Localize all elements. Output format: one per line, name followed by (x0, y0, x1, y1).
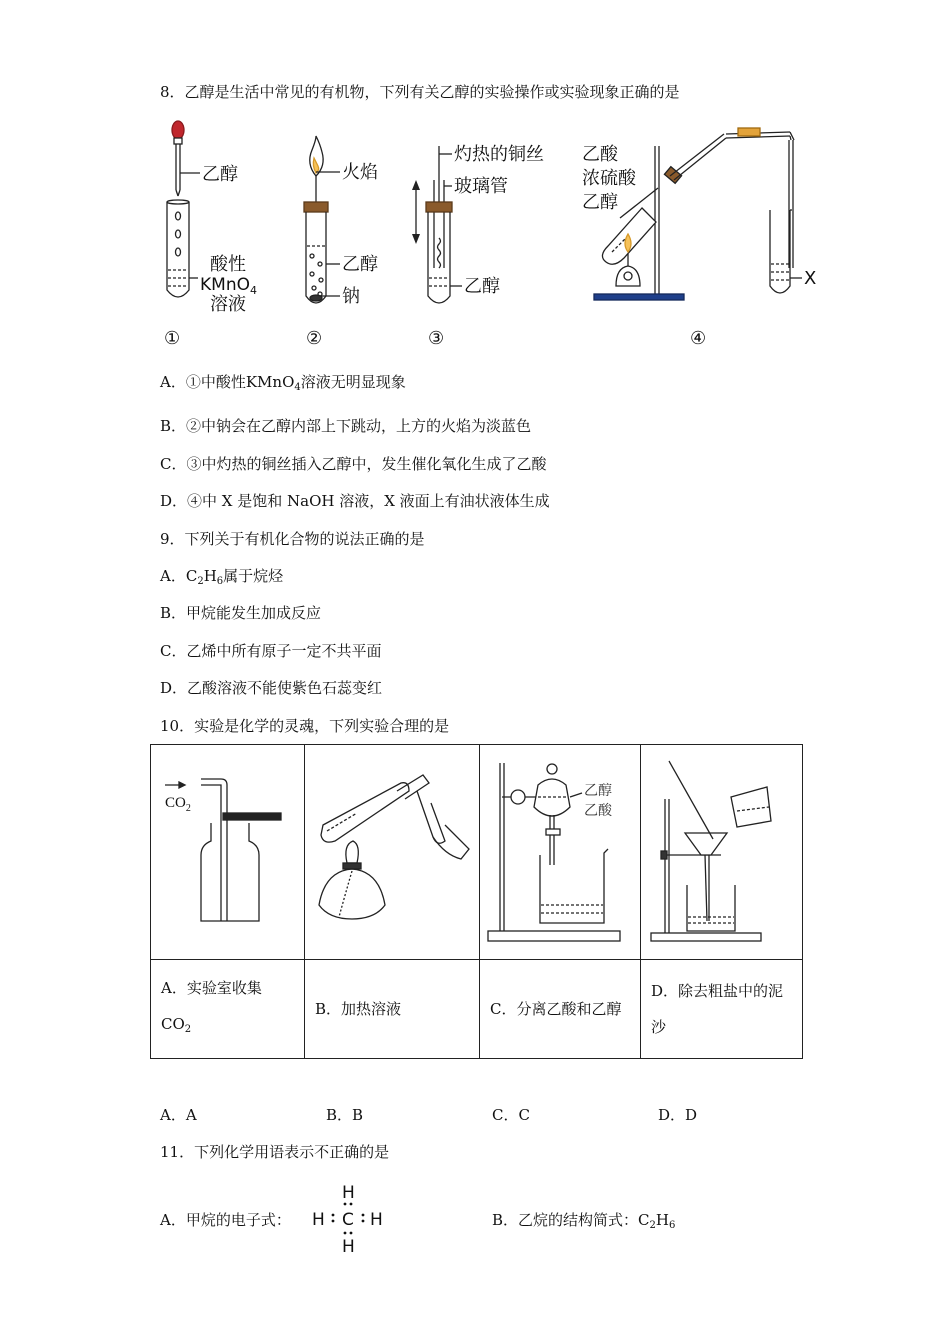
l1-ethanol: 乙醇 (202, 164, 238, 185)
q10-caption-d: D．除去粗盐中的泥沙 (641, 960, 803, 1059)
l4-acetic: 乙酸 (582, 144, 618, 165)
l3-copper: 灼热的铜丝 (454, 144, 544, 165)
q10-table (150, 744, 803, 1059)
svg-text:H: H (370, 1210, 383, 1230)
apparatus-2 (304, 136, 340, 303)
svg-text:H: H (342, 1237, 355, 1256)
l1-acidic: 酸性 (210, 254, 246, 275)
q10-cell-d-figure (641, 745, 803, 960)
figC-ethanol: 乙醇 (584, 783, 612, 799)
l3-glass: 玻璃管 (454, 176, 508, 197)
q10-cell-a-figure (151, 745, 305, 960)
l4-sulfuric: 浓硫酸 (582, 168, 636, 189)
apparatus-3 (416, 146, 462, 303)
figA-co2: $CO_2$ (165, 795, 191, 814)
q11-stem: 11．下列化学用语表示不正确的是 (160, 1143, 390, 1161)
l2-sodium: 钠 (342, 286, 360, 307)
l2-flame: 火焰 (342, 162, 378, 183)
n2: ② (306, 328, 323, 349)
q8-option-b: B．②中钠会在乙醇内部上下跳动，上方的火焰为淡蓝色 (160, 417, 532, 435)
q10-choice-a: A．A (160, 1106, 197, 1124)
q11-option-b: B．乙烷的结构简式：$C_2H_6$ (492, 1211, 676, 1231)
q9-option-a: A．$C_2H_6$属于烷烃 (160, 567, 284, 587)
svg-text:H: H (312, 1210, 325, 1230)
n4: ④ (690, 328, 707, 349)
l4-x: X (804, 268, 817, 289)
q9-option-b: B．甲烷能发生加成反应 (160, 604, 322, 622)
apparatus-1 (167, 121, 200, 297)
q11-option-a: A．甲烷的电子式： (160, 1211, 291, 1229)
svg-text:C: C (342, 1210, 354, 1230)
l1-solution: 溶液 (210, 294, 246, 315)
l2-ethanol: 乙醇 (342, 254, 378, 275)
q10-caption-b: B．加热溶液 (305, 960, 480, 1059)
q10-choice-d: D．D (658, 1106, 698, 1124)
figC-acetic: 乙酸 (584, 803, 612, 819)
l1-kmno4: KMnO$_4$ (200, 275, 257, 297)
q9-option-d: D．乙酸溶液不能使紫色石蕊变红 (160, 679, 383, 697)
l4-ethanol: 乙醇 (582, 192, 618, 213)
l3-ethanol: 乙醇 (464, 276, 500, 297)
q8-option-d: D．④中 X 是饱和 NaOH 溶液，X 液面上有油状液体生成 (160, 492, 550, 510)
q10-stem: 10．实验是化学的灵魂，下列实验合理的是 (160, 717, 450, 735)
svg-text:H: H (342, 1183, 355, 1203)
q8-option-c: C．③中灼热的铜丝插入乙醇中，发生催化氧化生成了乙酸 (160, 455, 547, 473)
q8-option-a: A．①中酸性KMnO$_4$溶液无明显现象 (160, 373, 406, 393)
q10-cell-c-figure (480, 745, 641, 960)
q10-caption-a: A．实验室收集 $CO_2$ (151, 960, 305, 1059)
n1: ① (164, 328, 181, 349)
n3: ③ (428, 328, 445, 349)
methane-electron-formula (306, 1180, 392, 1256)
q9-stem: 9．下列关于有机化合物的说法正确的是 (160, 530, 425, 548)
q10-cell-b-figure (305, 745, 480, 960)
apparatus-4 (594, 128, 802, 300)
q8-figure (150, 118, 850, 350)
q10-choice-c: C．C (492, 1106, 530, 1124)
q10-caption-c: C．分离乙酸和乙醇 (480, 960, 641, 1059)
q10-choice-b: B．B (326, 1106, 364, 1124)
q9-option-c: C．乙烯中所有原子一定不共平面 (160, 642, 382, 660)
q8-stem: 8．乙醇是生活中常见的有机物，下列有关乙醇的实验操作或实验现象正确的是 (160, 83, 680, 101)
